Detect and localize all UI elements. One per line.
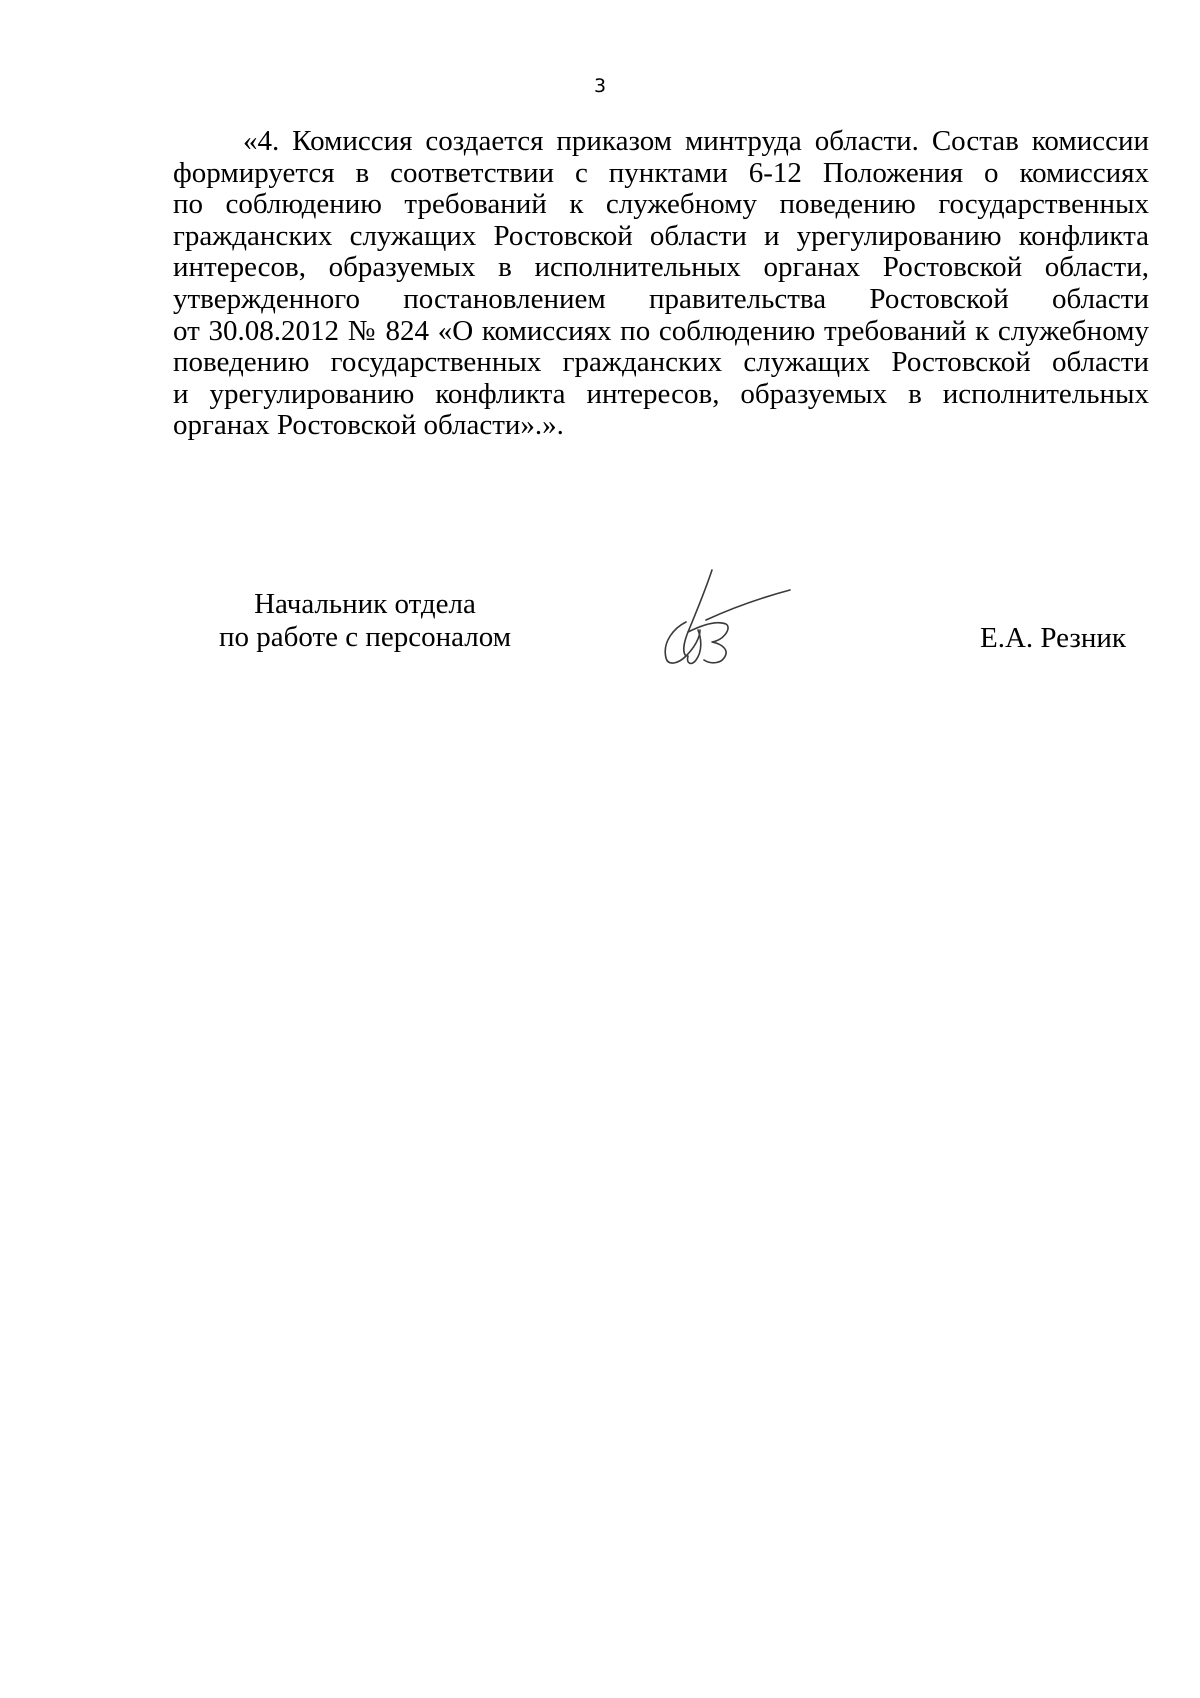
paragraph-line: гражданских служащих Ростовской области и урегулированию конфликта bbox=[173, 219, 1149, 252]
paragraph-item-4 bbox=[173, 126, 1149, 442]
page-number: 3 bbox=[593, 75, 607, 97]
paragraph-line: от 30.08.2012 № 824 «О комиссиях по соблюдению требований к служебному bbox=[173, 314, 1149, 347]
handwritten-signature bbox=[640, 560, 800, 680]
paragraph-line: «4. Комиссия создается приказом минтруда области. Состав комиссии bbox=[243, 125, 1149, 157]
paragraph-line: интересов, образуемых в исполнительных органах Ростовской области, bbox=[173, 251, 1149, 284]
signer-position-line: Начальник отдела bbox=[254, 588, 476, 620]
paragraph-line: и урегулированию конфликта интересов, образуемых в исполнительных bbox=[173, 377, 1149, 410]
signer-name: Е.А. Резник bbox=[980, 622, 1126, 654]
signer-position bbox=[200, 588, 530, 654]
paragraph-line: формируется в соответствии с пунктами 6-12 Положения о комиссиях bbox=[173, 156, 1149, 189]
paragraph-line: утвержденного постановлением правительства Ростовской области bbox=[173, 282, 1149, 315]
paragraph-line: поведению государственных гражданских служащих Ростовской области bbox=[173, 346, 1149, 379]
paragraph-line: по соблюдению требований к служебному поведению государственных bbox=[173, 188, 1149, 221]
paragraph-line: органах Ростовской области».». bbox=[173, 409, 564, 442]
signer-position-line: по работе с персоналом bbox=[218, 621, 512, 653]
